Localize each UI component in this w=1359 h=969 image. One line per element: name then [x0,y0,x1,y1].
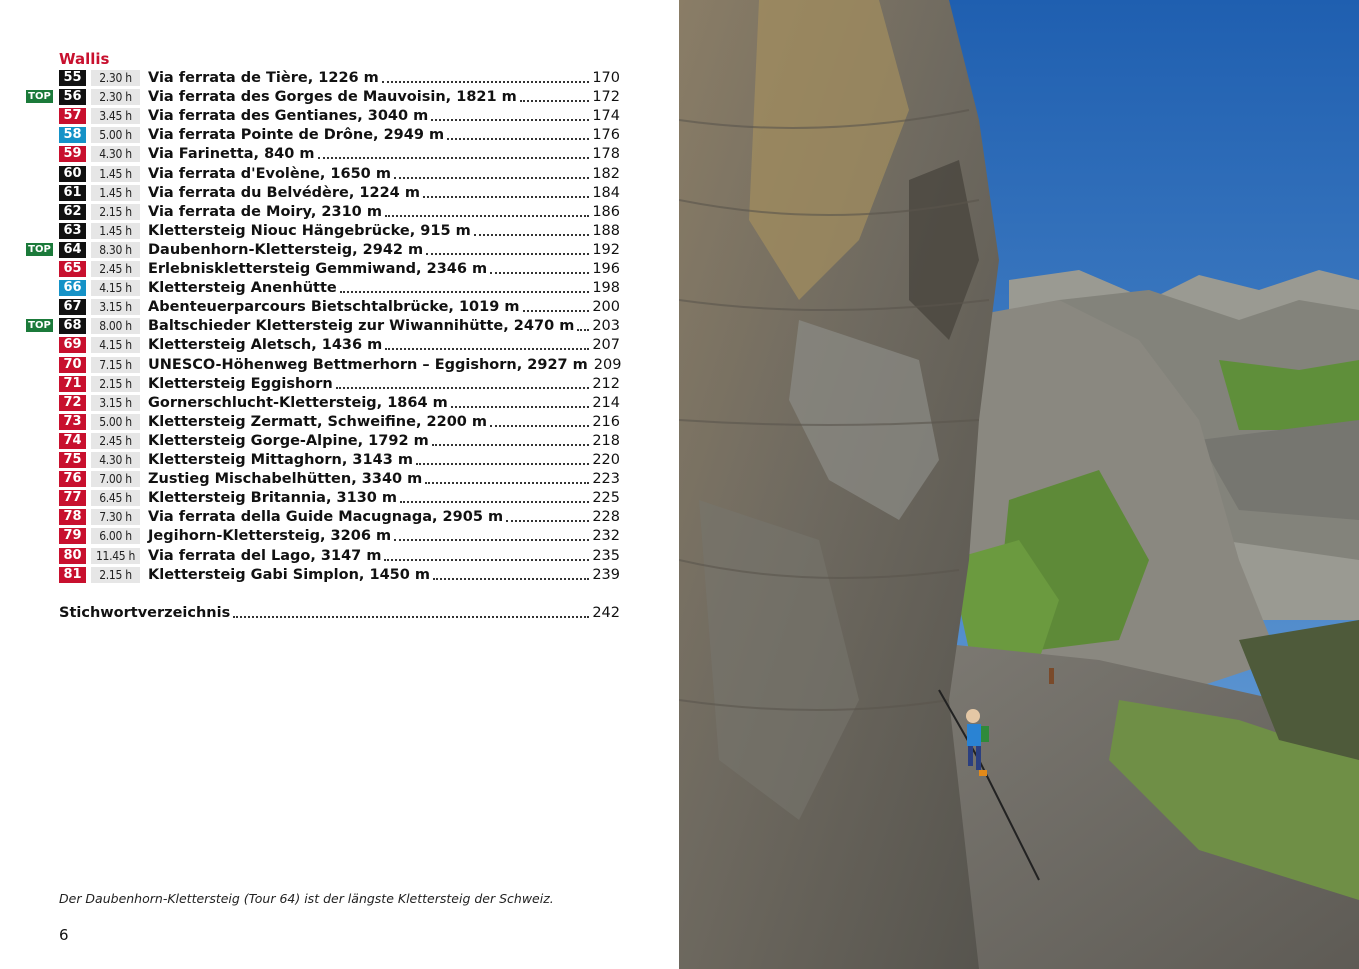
entry-page-number: 184 [592,184,620,201]
toc-entry[interactable] [0,184,679,203]
toc-entry[interactable] [0,298,679,317]
toc-entry[interactable] [0,547,679,566]
dot-leader [394,176,589,179]
entry-title: UNESCO-Höhenweg Bettmerhorn – Eggishorn, 2927 m [148,356,588,373]
toc-entry[interactable] [0,279,679,298]
entry-page-number: 188 [592,222,620,239]
toc-entry[interactable] [0,413,679,432]
tour-number-badge: 77 [59,490,86,506]
dot-leader [523,309,590,312]
dot-leader [385,214,589,217]
entry-title: Zustieg Mischabelhütten, 3340 m [148,471,423,488]
entry-line [148,356,620,375]
toc-entry[interactable] [0,88,679,107]
entry-line [148,279,620,298]
entry-line [148,566,620,585]
entry-line [148,222,620,241]
entry-page-number: 220 [592,452,620,468]
toc-entry[interactable] [0,107,679,126]
entry-title: Abenteuerparcours Bietschtalbrücke, 1019 m [148,299,520,316]
entry-line [148,394,620,413]
toc-page [0,0,679,969]
entry-title: Klettersteig Gabi Simplon, 1450 m [148,566,430,583]
entry-line [148,470,620,489]
dot-leader [384,558,589,561]
entry-line [148,413,620,432]
toc-entry[interactable] [0,336,679,355]
dot-leader [426,252,589,255]
tour-number-badge: 55 [59,70,86,86]
dot-leader [433,577,589,580]
entry-title: Erlebnisklettersteig Gemmiwand, 2346 m [148,261,488,277]
entry-title: Klettersteig Niouc Hängebrücke, 915 m [148,222,471,239]
entry-page-number: 216 [592,413,620,430]
entry-title: Klettersteig Mittaghorn, 3143 m [148,452,413,468]
entry-title: Via ferrata de Moiry, 2310 m [148,203,382,220]
dot-leader [382,80,590,83]
climber-on-cliff-image [679,0,1359,969]
toc-entry[interactable] [0,432,679,451]
index-entry[interactable] [59,604,620,623]
index-title: Stichwortverzeichnis [59,605,231,621]
duration-box: 8.00 h [91,318,140,334]
entry-title: Jegihorn-Klettersteig, 3206 m [148,528,392,545]
entry-page-number: 228 [592,509,620,526]
tour-number-badge: 74 [59,433,86,449]
duration-box: 2.15 h [91,204,140,220]
toc-entry[interactable] [0,317,679,336]
entry-line [148,145,620,164]
entry-title: Klettersteig Eggishorn [148,375,333,392]
tour-number-badge: 78 [59,509,86,525]
duration-box: 1.45 h [91,223,140,239]
tour-number-badge: 62 [59,204,86,220]
tour-number-badge: 61 [59,185,86,201]
entry-page-number: 239 [592,566,620,583]
top-badge: TOP [26,319,53,332]
tour-number-badge: 69 [59,337,86,353]
entry-title: Gornerschlucht-Klettersteig, 1864 m [148,394,448,411]
toc-entry[interactable] [0,394,679,413]
entry-line [148,317,620,336]
tour-number-badge: 65 [59,261,86,277]
entry-page-number: 192 [592,241,620,258]
toc-entry[interactable] [0,356,679,375]
duration-box: 4.30 h [91,146,140,162]
dot-leader [520,99,590,102]
entry-page-number: 176 [592,127,620,144]
entry-title: Via ferrata des Gorges de Mauvoisin, 1821 m [148,89,517,106]
dot-leader [490,271,589,274]
entry-page-number: 196 [592,261,620,277]
toc-entry[interactable] [0,375,679,394]
toc-entry[interactable] [0,470,679,489]
tour-number-badge: 58 [59,127,86,143]
duration-box: 4.30 h [91,452,140,468]
entry-title: Klettersteig Zermatt, Schweifine, 2200 m [148,413,488,430]
section-title: Wallis [59,50,110,68]
dot-leader [336,386,590,389]
entry-line [148,203,620,222]
dot-leader [233,615,589,618]
entry-page-number: 174 [592,108,620,125]
entry-title: Via ferrata Pointe de Drône, 2949 m [148,127,445,144]
duration-box: 7.30 h [91,509,140,525]
tour-number-badge: 57 [59,108,86,124]
entry-line [148,336,620,355]
duration-box: 2.45 h [91,433,140,449]
duration-box: 8.30 h [91,242,140,258]
dot-leader [431,118,589,121]
duration-box: 4.15 h [91,337,140,353]
toc-entry[interactable] [0,489,679,508]
tour-number-badge: 71 [59,376,86,392]
duration-box: 3.45 h [91,108,140,124]
tour-number-badge: 59 [59,146,86,162]
dot-leader [385,347,589,350]
duration-box: 3.15 h [91,299,140,315]
entry-title: Via Farinetta, 840 m [148,146,315,163]
tour-number-badge: 76 [59,471,86,487]
tour-number-badge: 60 [59,166,86,182]
toc-entry[interactable] [0,165,679,184]
duration-box: 1.45 h [91,185,140,201]
entry-page-number: 207 [592,337,620,354]
entry-title: Klettersteig Anenhütte [148,280,337,297]
toc-entry[interactable] [0,69,679,88]
duration-box: 7.00 h [91,471,140,487]
entry-page-number: 200 [592,299,620,316]
entry-line [148,451,620,470]
entry-line [148,508,620,527]
tour-number-badge: 79 [59,528,86,544]
tour-number-badge: 56 [59,89,86,105]
entry-page-number: 170 [592,70,620,86]
dot-leader [318,156,590,159]
duration-box: 5.00 h [91,127,140,143]
duration-box: 4.15 h [91,280,140,296]
entry-line [148,298,620,317]
cliff-photo [679,0,1359,969]
toc-entry[interactable] [0,508,679,527]
toc-entry[interactable] [0,527,679,546]
entry-page-number: 212 [592,375,620,392]
tour-number-badge: 80 [59,548,86,564]
duration-box: 2.15 h [91,376,140,392]
duration-box: 6.45 h [91,490,140,506]
entry-line [148,375,620,394]
entry-title: Daubenhorn-Klettersteig, 2942 m [148,241,424,258]
dot-leader [506,519,589,522]
entry-title: Klettersteig Gorge-Alpine, 1792 m [148,432,429,449]
toc-entry[interactable] [0,260,679,279]
tour-number-badge: 64 [59,242,86,258]
entry-page-number: 209 [593,356,622,373]
entry-line [148,69,620,88]
dot-leader [416,462,589,465]
entry-line [148,527,620,546]
page-number: 6 [59,926,69,944]
entry-line [148,432,620,451]
toc-entry[interactable] [0,241,679,260]
dot-leader [447,137,589,140]
toc-entry[interactable] [0,451,679,470]
entry-page-number: 178 [592,146,620,163]
top-badge: TOP [26,243,53,256]
duration-box: 5.00 h [91,414,140,430]
entry-title: Via ferrata della Guide Macugnaga, 2905 m [148,509,504,526]
entry-title: Via ferrata d'Evolène, 1650 m [148,165,391,182]
entry-page-number: 232 [592,528,620,545]
dot-leader [432,443,590,446]
entry-line [148,241,620,260]
duration-box: 6.00 h [91,528,140,544]
entry-line [148,547,620,566]
entry-page-number: 223 [592,471,620,488]
entry-line [148,126,620,145]
tour-number-badge: 70 [59,357,86,373]
entry-line [148,184,620,203]
dot-leader [490,424,589,427]
toc-entry[interactable] [0,566,679,585]
entry-title: Via ferrata du Belvédère, 1224 m [148,184,420,201]
dot-leader [425,481,589,484]
duration-box: 2.30 h [91,89,140,105]
duration-box: 2.45 h [91,261,140,277]
dot-leader [577,328,589,331]
entry-page-number: 214 [592,394,620,411]
tour-number-badge: 66 [59,280,86,296]
dot-leader [474,233,590,236]
dot-leader [340,290,590,293]
toc-entry[interactable] [0,126,679,145]
entry-line [148,165,620,184]
entry-line [148,88,620,107]
entry-title: Via ferrata del Lago, 3147 m [148,547,382,564]
top-badge: TOP [26,90,53,103]
index-page: 242 [592,605,620,621]
entry-page-number: 186 [592,203,620,220]
entry-title: Klettersteig Britannia, 3130 m [148,490,398,507]
duration-box: 3.15 h [91,395,140,411]
dot-leader [400,500,589,503]
toc-entry[interactable] [0,203,679,222]
dot-leader [451,405,590,408]
entry-line [148,489,620,508]
entry-page-number: 235 [592,547,620,564]
entry-title: Via ferrata de Tière, 1226 m [148,70,379,86]
duration-box: 2.30 h [91,70,140,86]
entry-page-number: 182 [592,165,620,182]
entry-page-number: 172 [592,89,620,106]
entry-page-number: 218 [592,432,620,449]
entry-page-number: 198 [592,280,620,297]
duration-box: 11.45 h [91,548,140,564]
dot-leader [394,538,589,541]
entry-line [148,107,620,126]
entry-title: Klettersteig Aletsch, 1436 m [148,337,383,354]
duration-box: 1.45 h [91,166,140,182]
entry-title: Baltschieder Klettersteig zur Wiwannihütte, 2470 m [148,318,575,335]
photo-caption: Der Daubenhorn-Klettersteig (Tour 64) ist der längste Klettersteig der Schweiz. [59,891,554,906]
tour-number-badge: 81 [59,567,86,583]
tour-number-badge: 75 [59,452,86,468]
tour-number-badge: 67 [59,299,86,315]
toc-entry[interactable] [0,222,679,241]
tour-number-badge: 72 [59,395,86,411]
entry-line [148,260,620,279]
tour-number-badge: 63 [59,223,86,239]
entry-page-number: 225 [592,490,620,507]
duration-box: 2.15 h [91,567,140,583]
tour-number-badge: 73 [59,414,86,430]
entry-page-number: 203 [592,318,620,335]
toc-entry[interactable] [0,145,679,164]
duration-box: 7.15 h [91,357,140,373]
dot-leader [423,195,589,198]
entry-title: Via ferrata des Gentianes, 3040 m [148,108,429,125]
tour-number-badge: 68 [59,318,86,334]
